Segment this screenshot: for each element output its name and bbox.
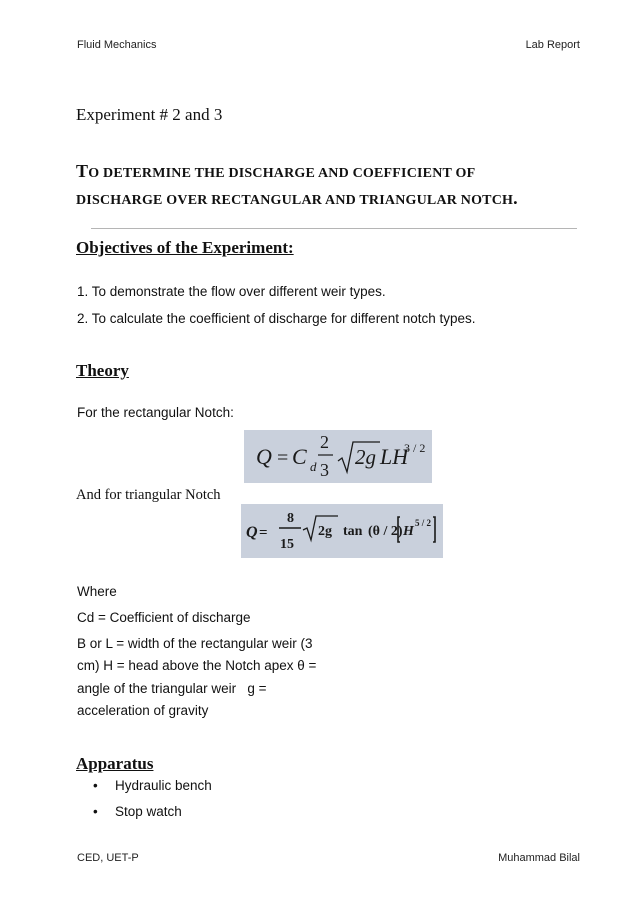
eq1-lh: LH [380, 444, 409, 469]
header-course-title: Fluid Mechanics [77, 39, 157, 51]
bullet-icon: • [93, 778, 98, 793]
objectives-heading: Objectives of the Experiment: [76, 238, 294, 257]
theory-heading: Theory [76, 361, 129, 380]
objective-item-2: 2. To calculate the coefficient of discharge for different notch types. [77, 311, 476, 326]
main-title-line-1 [76, 159, 518, 186]
where-label: Where [77, 584, 117, 599]
main-title [76, 159, 518, 213]
eq1-lhs: Q [256, 444, 272, 469]
footer-institution: CED, UET-P [77, 852, 139, 864]
eq2-fraction-numerator: 8 [287, 511, 294, 526]
apparatus-item-label: Stop watch [115, 804, 182, 819]
eq2-right-bracket [433, 517, 435, 542]
apparatus-item-hydraulic-bench [93, 778, 212, 793]
eq2-exponent: 5 / 2 [415, 518, 432, 528]
triangular-notch-label: And for triangular Notch [76, 487, 221, 503]
footer-author: Muhammad Bilal [498, 852, 580, 864]
eq1-fraction-numerator: 2 [320, 432, 329, 452]
objective-item-1: 1. To demonstrate the flow over different weir types. [77, 284, 386, 299]
bullet-icon: • [93, 804, 98, 819]
triangular-notch-equation [241, 504, 443, 558]
definition-line-4: angle of the triangular weir g = [77, 681, 267, 696]
definition-line-1: Cd = Coefficient of discharge [77, 610, 251, 625]
main-title-period: . [513, 188, 518, 208]
title-divider [91, 228, 577, 229]
apparatus-item-stop-watch [93, 804, 182, 819]
main-title-line-1-rest: O DETERMINE THE DISCHARGE AND COEFFICIENT OF [88, 166, 476, 181]
main-title-line-2 [76, 186, 518, 213]
eq1-fraction-denominator: 3 [320, 460, 329, 480]
definition-line-5: acceleration of gravity [77, 703, 209, 718]
eq2-equals: = [259, 525, 268, 541]
main-title-line-2-text: DISCHARGE OVER RECTANGULAR AND TRIANGULAR NOTCH [76, 193, 514, 208]
eq1-coefficient-subscript: d [310, 459, 317, 474]
experiment-title: Experiment # 2 and 3 [76, 105, 223, 124]
eq1-coefficient: C [292, 444, 307, 469]
definition-line-3: cm) H = head above the Notch apex θ = [77, 658, 317, 673]
eq2-fraction-denominator: 15 [280, 537, 294, 552]
main-title-initial: T [76, 161, 89, 181]
apparatus-heading: Apparatus [76, 754, 154, 773]
rectangular-notch-label: For the rectangular Notch: [77, 405, 234, 420]
rectangular-notch-equation [244, 430, 432, 483]
eq2-h: H [403, 524, 414, 539]
definition-line-2: B or L = width of the rectangular weir (3 [77, 636, 313, 651]
eq1-root-content: 2g [355, 445, 376, 469]
header-report-type: Lab Report [525, 39, 580, 51]
eq2-tan: tan [343, 524, 363, 539]
eq1-equals: = [277, 447, 289, 469]
eq1-exponent: 3 / 2 [404, 441, 426, 455]
eq2-root-content: 2g [318, 524, 332, 539]
eq2-lhs: Q [246, 524, 258, 541]
apparatus-item-label: Hydraulic bench [115, 778, 212, 793]
eq2-argument: (θ / 2) [368, 524, 403, 539]
